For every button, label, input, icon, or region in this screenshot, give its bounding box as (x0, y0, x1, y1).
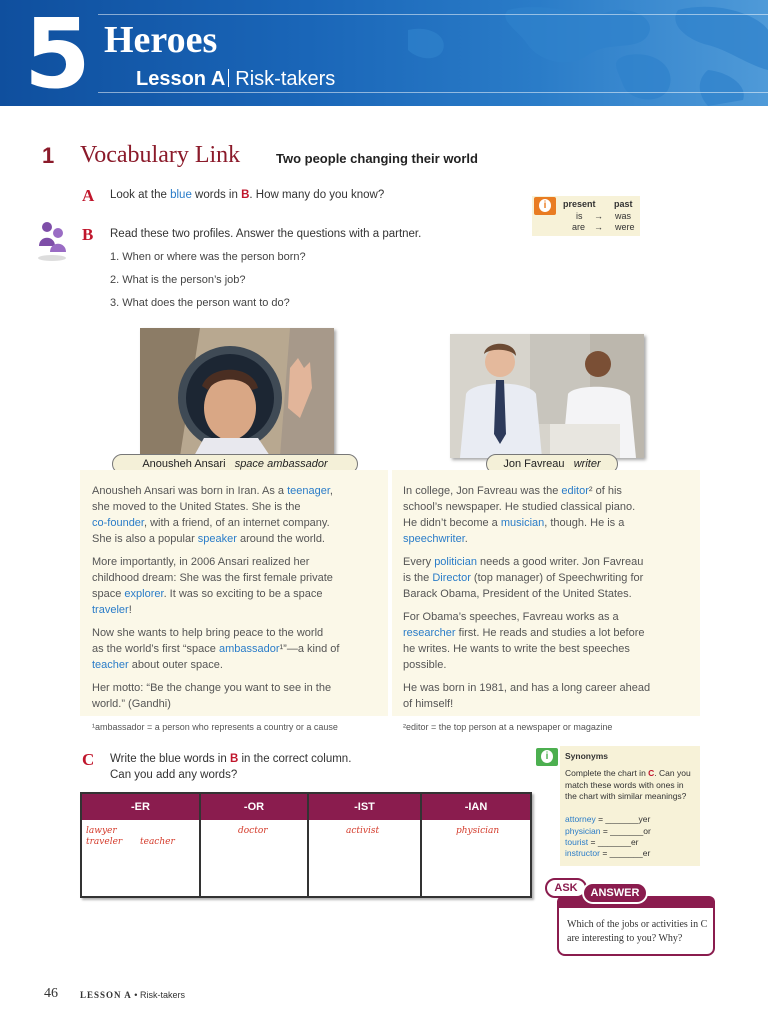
handwritten-word: lawyer (86, 826, 117, 836)
column-divider (420, 794, 422, 896)
info-were: were (615, 222, 635, 232)
ansari-photo (140, 328, 334, 456)
column-divider (199, 794, 201, 896)
info-icon: i (534, 197, 556, 215)
ansari-caption: Anousheh Ansari space ambassador (112, 454, 358, 474)
synonym-item: physician = _______or (565, 826, 651, 836)
pair-work-icon (36, 220, 68, 264)
column-or: -OR (243, 801, 265, 813)
info-col-present: present (563, 199, 596, 209)
info-is: is (576, 211, 583, 221)
part-b-instruction: Read these two profiles. Answer the questions with a partner. (110, 228, 422, 240)
info-icon: i (536, 748, 558, 766)
lesson-label: Lesson A (136, 68, 226, 90)
info-col-past: past (614, 199, 633, 209)
answer-badge: ANSWER (582, 882, 648, 904)
handwritten-word: physician (456, 826, 500, 836)
banner-rule-bottom (98, 92, 768, 93)
column-ist: -IST (354, 801, 375, 813)
favreau-caption: Jon Favreau writer (486, 454, 618, 474)
column-er: -ER (131, 801, 150, 813)
favreau-footnote: ²editor = the top person at a newspaper or magazine (403, 722, 613, 732)
favreau-photo (450, 334, 644, 458)
favreau-paragraph-2: Every politician needs a good writer. Jon Favreau is the Director (top manager) of Speechwriting for Barack Obama, President of the United States. (403, 556, 644, 600)
office-illustration (450, 334, 644, 458)
column-divider (307, 794, 309, 896)
synonym-item: attorney = _______yer (565, 814, 651, 824)
favreau-paragraph-4: He was born in 1981, and has a long career ahead of himself! (403, 682, 651, 710)
ansari-paragraph-3: Now she wants to help bring peace to the world as the world’s first “space ambassador¹”—a kind of teacher about outer space. (92, 627, 340, 671)
arrow-icon: → (594, 211, 603, 221)
ansari-paragraph-2: More importantly, in 2006 Ansari realized her childhood dream: She was the first female private space explorer. It was so exciting to be a space traveler! (92, 556, 333, 616)
lesson-title: Risk-takers (235, 68, 336, 90)
handwritten-word: activist (346, 826, 380, 836)
ansari-footnote: ¹ambassador = a person who represents a country or a cause (92, 722, 338, 732)
synonyms-title: Synonyms (565, 751, 608, 761)
synonym-item: tourist = _______er (565, 837, 639, 847)
section-title: Vocabulary Link (80, 142, 241, 168)
part-b-letter: B (82, 225, 94, 244)
handwritten-word: traveler (86, 837, 123, 847)
ask-badge: ASK (545, 878, 587, 898)
banner-rule-top (98, 14, 768, 15)
section-subtitle: Two people changing their world (276, 151, 478, 166)
ansari-paragraph-1: Anousheh Ansari was born in Iran. As a teenager, she moved to the United States. She is the co-founder, with a friend, of an internet company. She is also a popular speaker around the world. (92, 485, 333, 545)
handwritten-word: doctor (238, 826, 268, 836)
astronaut-illustration (140, 328, 334, 456)
part-c-letter: C (82, 750, 95, 769)
part-c-instruction-1: Write the blue words in B in the correct column. (110, 753, 352, 765)
info-are: are (572, 222, 586, 232)
question-3: 3. What does the person want to do? (110, 297, 290, 309)
lesson-heading (136, 68, 335, 91)
synonyms-description: Complete the chart in C. Can you match these words with ones in the chart with similar meanings? (565, 768, 691, 801)
part-a-instruction: Look at the blue words in B. How many do you know? (110, 189, 385, 201)
arrow-icon: → (594, 222, 603, 232)
suffix-chart (80, 792, 532, 898)
part-c-instruction-2: Can you add any words? (110, 769, 238, 781)
unit-title: Heroes (104, 19, 218, 61)
section-number: 1 (42, 143, 55, 168)
favreau-paragraph-1: In college, Jon Favreau was the editor² of his school’s newspaper. He studied classical piano. He didn’t become a musician, though. He is a speechwriter. (403, 485, 636, 545)
info-was: was (615, 211, 632, 221)
ansari-paragraph-4: Her motto: “Be the change you want to see in the world.” (Gandhi) (92, 682, 332, 710)
synonym-item: instructor = _______er (565, 848, 651, 858)
question-2: 2. What is the person’s job? (110, 274, 246, 286)
ask-answer-question: Which of the jobs or activities in C are interesting to you? Why? (567, 919, 708, 944)
page-number: 46 (44, 986, 58, 1001)
synonyms-box (560, 746, 700, 866)
favreau-paragraph-3: For Obama’s speeches, Favreau works as a researcher first. He reads and studies a lot before he writes. He wants to write the best speeches possible. (403, 611, 645, 671)
handwritten-word: teacher (140, 837, 175, 847)
part-a-letter: A (82, 186, 95, 205)
question-1: 1. When or where was the person born? (110, 251, 306, 263)
unit-banner (0, 0, 768, 106)
unit-number: 5 (24, 0, 91, 106)
page-footer: LESSON A • Risk-takers (80, 990, 185, 1000)
column-ian: -IAN (464, 801, 488, 813)
